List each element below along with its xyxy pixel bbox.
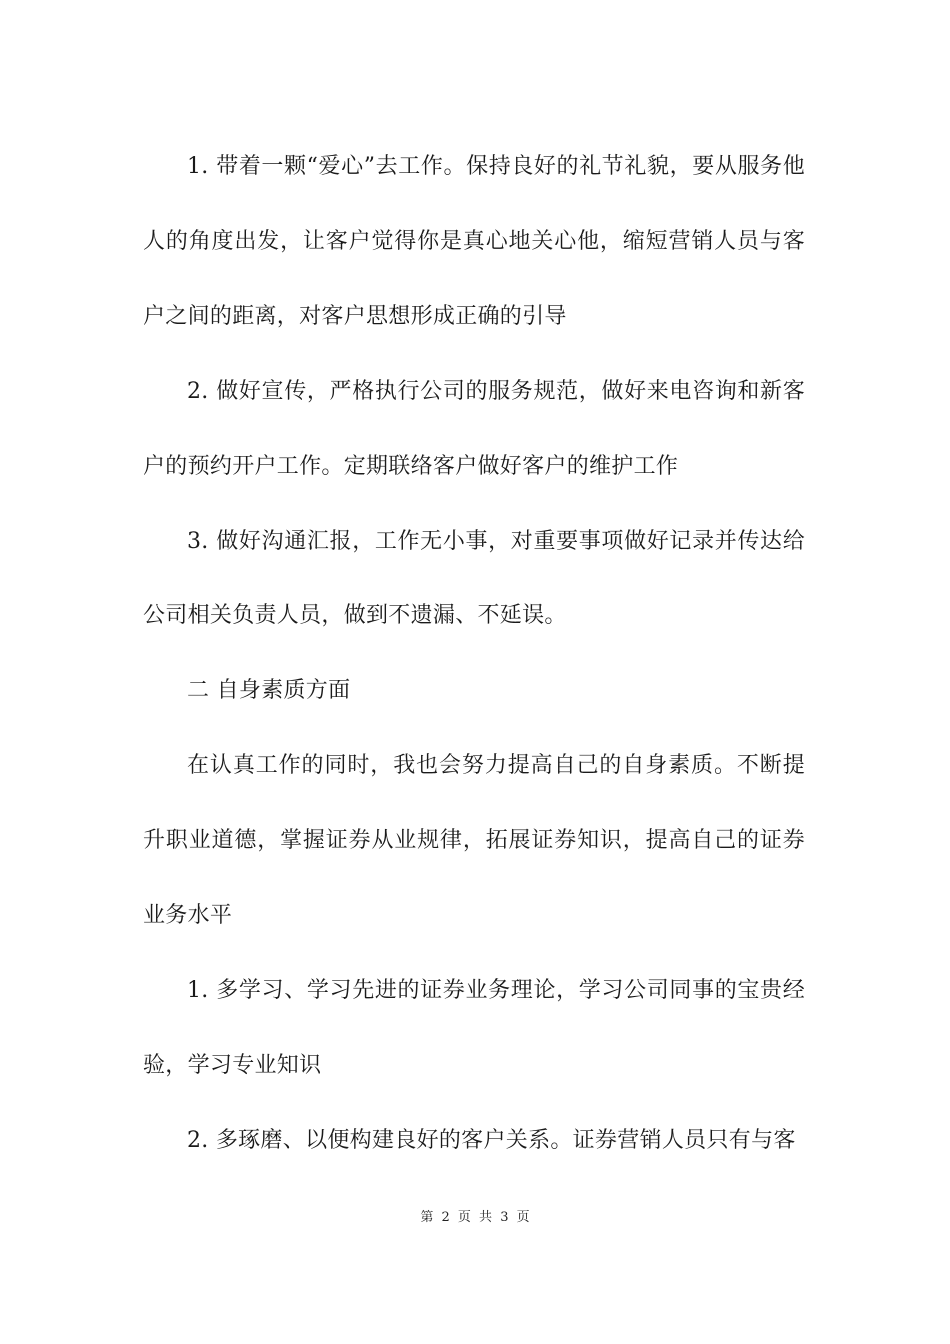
page-number-footer: 第 2 页 共 3 页 (420, 1210, 530, 1225)
paragraph-communication: 3. 做好沟通汇报，工作无小事，对重要事项做好记录并传达给公司相关负责人员，做到不遗漏、不延误。 (143, 528, 805, 629)
paragraph-promotion: 2. 做好宣传，严格执行公司的服务规范，做好来电咨询和新客户的预约开户工作。定期联络客户做好客户的维护工作 (143, 378, 805, 479)
paragraph-service-attitude: 1. 带着一颗“爱心”去工作。保持良好的礼节礼貌，要从服务他人的角度出发，让客户觉得你是真心地关心他，缩短营销人员与客户之间的距离，对客户思想形成正确的引导 (143, 154, 805, 329)
paragraph-client-relations: 2. 多琢磨、以便构建良好的客户关系。证券营销人员只有与客 (187, 1127, 796, 1153)
paragraph-learning: 1. 多学习、学习先进的证券业务理论，学习公司同事的宝贵经验，学习专业知识 (143, 977, 805, 1078)
section-heading-self-quality: 二 自身素质方面 (187, 678, 351, 704)
paragraph-self-improvement: 在认真工作的同时，我也会努力提高自己的自身素质。不断提升职业道德，掌握证券从业规律，拓展证券知识，提高自己的证券业务水平 (143, 753, 805, 929)
document-body (143, 130, 805, 1179)
